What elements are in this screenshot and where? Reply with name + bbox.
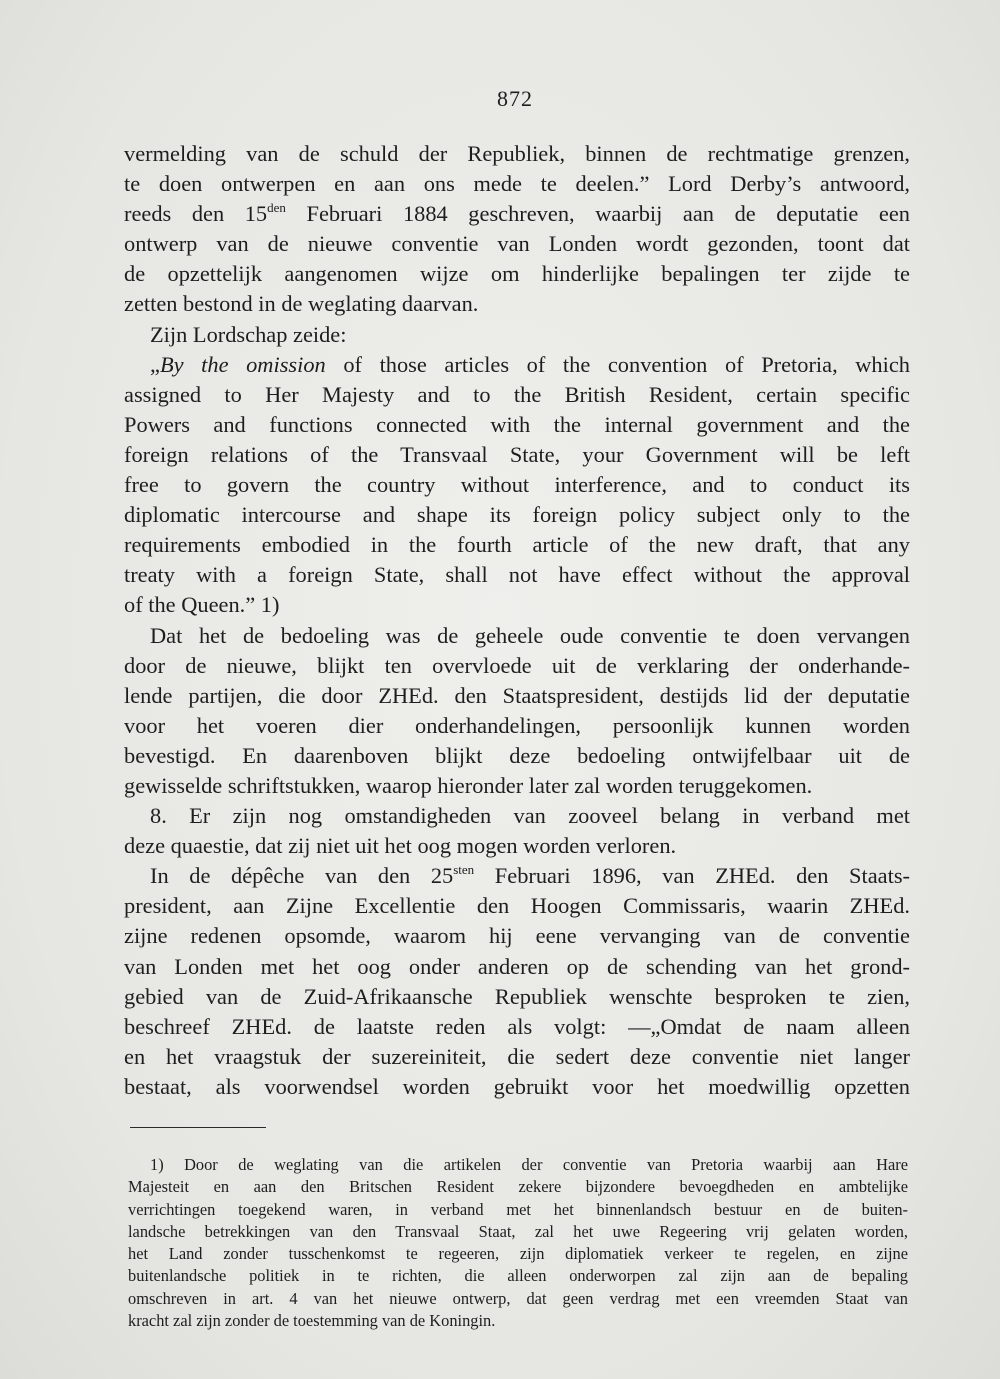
text-line: van Londen met het oog onder anderen op de schending van het grond- xyxy=(124,953,910,979)
body-text xyxy=(124,139,910,1102)
text-fragment: Februari 1896, van ZHEd. den Staats- xyxy=(474,863,910,889)
text-line: beschreef ZHEd. de laatste reden als volgt: —„Omdat de naam alleen xyxy=(124,1013,910,1039)
paragraph-3-quotation xyxy=(124,350,910,621)
text-line: treaty with a foreign State, shall not have effect without the approval xyxy=(124,562,910,588)
paragraph-4 xyxy=(124,621,910,802)
text-fragment: reeds den 15 xyxy=(124,201,268,227)
text-fragment: Februari 1884 geschreven, waarbij aan de deputatie een xyxy=(285,201,911,227)
text-line: voor het voeren dier onderhandelingen, persoonlijk kunnen worden xyxy=(124,712,910,738)
page-number: 872 xyxy=(497,86,533,111)
text-line: assigned to Her Majesty and to the British Resident, certain specific xyxy=(124,381,910,407)
text-line: Zijn Lordschap zeide: xyxy=(150,321,347,347)
text-line: door de nieuwe, blijkt ten overvloede uit de verklaring der onderhande- xyxy=(124,652,910,678)
paragraph-2 xyxy=(124,320,910,350)
text-fragment: of those articles of the convention of Pretoria, which xyxy=(325,351,910,377)
footnote-line: buitenlandsche politiek in te richten, die alleen onderworpen zal zijn aan de bepaling xyxy=(128,1266,908,1286)
footnote-line: 1) Door de weglating van die artikelen der conventie van Pretoria waarbij aan Hare xyxy=(150,1155,908,1174)
text-line: foreign relations of the Transvaal State, your Government will be left xyxy=(124,441,910,467)
footnote-line: het Land zonder tusschenkomst te regeeren, zijn diplomatiek verkeer te regelen, en zijne xyxy=(128,1244,908,1264)
text-line: en het vraagstuk der suzereiniteit, die sedert deze conventie niet langer xyxy=(124,1043,910,1069)
text-line xyxy=(124,199,910,229)
italic-phrase: By the omission xyxy=(159,351,326,377)
text-line: 8. Er zijn nog omstandigheden van zooveel belang in verband met xyxy=(150,803,910,829)
text-line xyxy=(124,350,910,380)
footnote-line: Majesteit en aan den Britschen Resident zekere bijzondere bevoegdheden en ambtelijke xyxy=(128,1177,908,1197)
text-line: de opzettelijk aangenomen wijze om hinderlijke bepalingen ter zijde te xyxy=(124,261,910,287)
text-line: deze quaestie, dat zij niet uit het oog mogen worden verloren. xyxy=(124,833,677,859)
text-fragment: In de dépêche van den 25 xyxy=(150,863,454,889)
quote-mark: „ xyxy=(150,351,160,377)
text-line: zetten bestond in de weglating daarvan. xyxy=(124,291,479,317)
text-line xyxy=(124,861,910,891)
paragraph-5 xyxy=(124,801,910,861)
text-line: lende partijen, die door ZHEd. den Staatspresident, destijds lid der deputatie xyxy=(124,682,910,708)
footnote-line: landsche betrekkingen van den Transvaal Staat, zal het uwe Regeering vrij gelaten worden, xyxy=(128,1221,908,1241)
paragraph-6 xyxy=(124,861,910,1102)
text-line: zijne redenen opsomde, waarom hij eene vervanging van de conventie xyxy=(124,923,910,949)
text-line: president, aan Zijne Excellentie den Hoogen Commissaris, waarin ZHEd. xyxy=(124,893,910,919)
text-line: vermelding van de schuld der Republiek, binnen de rechtmatige grenzen, xyxy=(124,141,910,166)
text-line: bestaat, als voorwendsel worden gebruikt voor het moedwillig opzetten xyxy=(124,1073,910,1099)
footnote-line: verrichtingen toegekend waren, in verband met het binnenlandsch bestuur en de buiten- xyxy=(128,1199,908,1219)
text-line: diplomatic intercourse and shape its foreign policy subject only to the xyxy=(124,502,910,528)
footnote-divider xyxy=(130,1127,266,1128)
text-line: Dat het de bedoeling was de geheele oude conventie te doen vervangen xyxy=(150,622,910,648)
text-line: requirements embodied in the fourth article of the new draft, that any xyxy=(124,532,910,558)
text-line: free to govern the country without interference, and to conduct its xyxy=(124,472,910,498)
footnote-line: kracht zal zijn zonder de toestemming van de Koningin. xyxy=(128,1311,496,1331)
text-line: bevestigd. En daarenboven blijkt deze bedoeling ontwijfelbaar uit de xyxy=(124,742,910,768)
superscript: den xyxy=(267,200,286,216)
text-line: te doen ontwerpen en aan ons mede te deelen.” Lord Derby’s antwoord, xyxy=(124,171,910,197)
footnote xyxy=(128,1154,908,1332)
text-line: of the Queen.” 1) xyxy=(124,592,280,618)
footnote-line: omschreven in art. 4 van het nieuwe ontwerp, dat geen verdrag met een vreemden Staat van xyxy=(128,1288,908,1308)
text-line: ontwerp van de nieuwe conventie van Londen wordt gezonden, toont dat xyxy=(124,231,910,257)
superscript: sten xyxy=(453,862,475,878)
paragraph-1 xyxy=(124,139,910,320)
text-line: gebied van de Zuid-Afrikaansche Republiek wenschte besproken te zien, xyxy=(124,983,910,1009)
text-line: gewisselde schriftstukken, waarop hieronder later zal worden teruggekomen. xyxy=(124,772,813,798)
text-line: Powers and functions connected with the internal government and the xyxy=(124,411,910,437)
